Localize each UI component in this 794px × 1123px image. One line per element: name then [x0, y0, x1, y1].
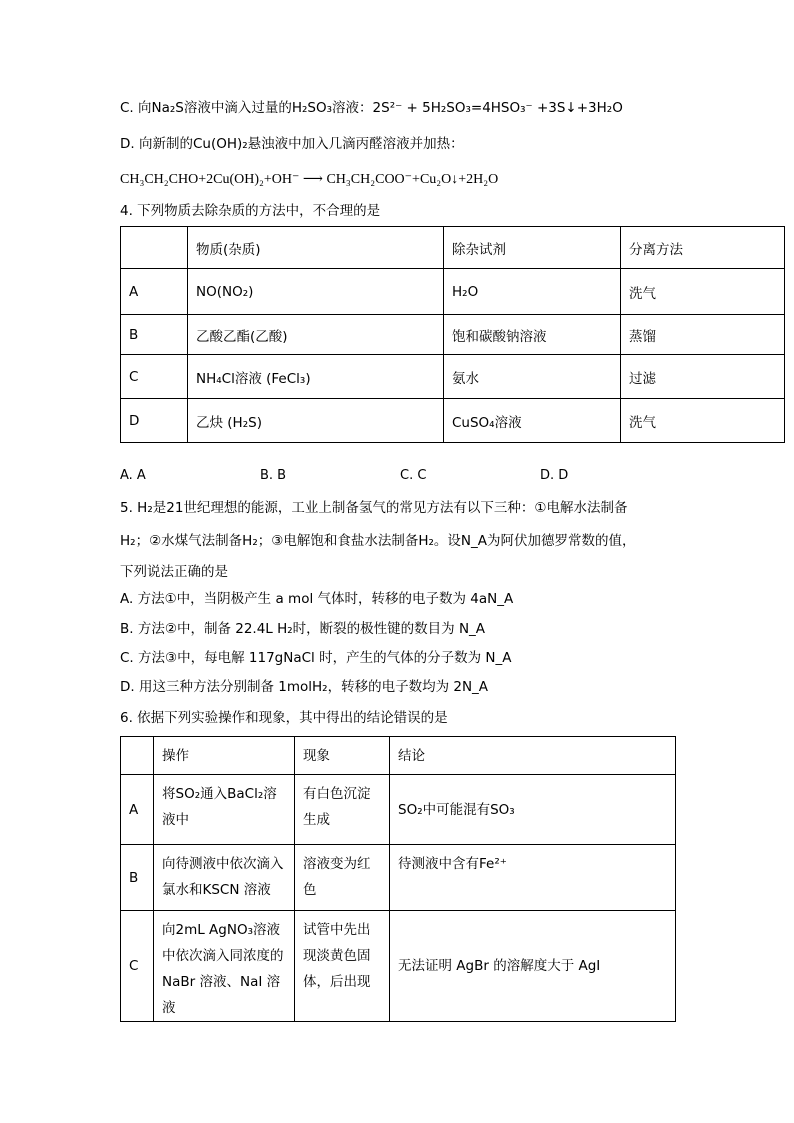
choice-d: D. D: [540, 468, 569, 483]
table-header-row: [121, 737, 676, 775]
table-cell: 洗气: [621, 399, 785, 443]
table-row: [121, 269, 785, 315]
q4-table: [120, 226, 785, 443]
table-cell: 向2mL AgNO₃溶液中依次滴入同浓度的NaBr 溶液、NaI 溶液: [154, 911, 295, 1022]
table-cell: 蒸馏: [621, 315, 785, 355]
table-header-cell: 分离方法: [621, 227, 785, 269]
table-header-cell: 操作: [154, 737, 295, 775]
q3-option-d: D. 向新制的Cu(OH)₂悬浊液中加入几滴丙醛溶液并加热：: [120, 136, 464, 152]
q4-stem: 4. 下列物质去除杂质的方法中，不合理的是: [120, 203, 381, 219]
choice-b: B. B: [260, 468, 287, 483]
table-cell: D: [121, 399, 188, 443]
table-cell: CuSO₄溶液: [444, 399, 621, 443]
table-cell: C: [121, 355, 188, 399]
q4-choices: [120, 468, 680, 483]
q5-stem-line3: 下列说法正确的是: [120, 564, 228, 580]
table-row: [121, 399, 785, 443]
table-cell: 洗气: [621, 269, 785, 315]
table-cell: A: [121, 775, 154, 845]
q5-stem-line2: H₂；②水煤气法制备H₂；③电解饱和食盐水法制备H₂。设N_A为阿伏加德罗常数的值，: [120, 533, 636, 549]
table-cell: 试管中先出现淡黄色固体，后出现: [295, 911, 390, 1022]
table-cell: 溶液变为红色: [295, 845, 390, 911]
table-cell: 有白色沉淀生成: [295, 775, 390, 845]
table-header-row: [121, 227, 785, 269]
q5-option-d: D. 用这三种方法分别制备 1molH₂，转移的电子数均为 2N_A: [120, 679, 489, 695]
table-row: [121, 911, 676, 1022]
q6-table: [120, 736, 676, 1022]
table-cell: B: [121, 315, 188, 355]
table-row: [121, 845, 676, 911]
table-row: [121, 355, 785, 399]
table-header-cell: [121, 737, 154, 775]
table-row: [121, 315, 785, 355]
table-header-cell: 除杂试剂: [444, 227, 621, 269]
table-cell: H₂O: [444, 269, 621, 315]
table-cell: NH₄Cl溶液 (FeCl₃): [188, 355, 444, 399]
table-cell: 饱和碳酸钠溶液: [444, 315, 621, 355]
q5-option-b: B. 方法②中，制备 22.4L H₂时，断裂的极性键的数目为 N_A: [120, 621, 486, 637]
table-row: [121, 775, 676, 845]
q3-option-c: C. 向Na₂S溶液中滴入过量的H₂SO₃溶液：2S²⁻ + 5H₂SO₃=4HSO₃⁻ +3S↓+3H₂O: [120, 100, 623, 116]
table-header-cell: [121, 227, 188, 269]
q5-option-a: A. 方法①中，当阴极产生 a mol 气体时，转移的电子数为 4aN_A: [120, 591, 514, 607]
table-cell: SO₂中可能混有SO₃: [390, 775, 676, 845]
table-cell: 氨水: [444, 355, 621, 399]
table-cell: 过滤: [621, 355, 785, 399]
choice-c: C. C: [400, 468, 427, 483]
table-cell: A: [121, 269, 188, 315]
table-cell: 待测液中含有Fe²⁺: [390, 845, 676, 911]
q5-option-c: C. 方法③中，每电解 117gNaCl 时，产生的气体的分子数为 N_A: [120, 650, 512, 666]
q5-stem-line1: 5. H₂是21世纪理想的能源，工业上制备氢气的常见方法有以下三种：①电解水法制备: [120, 500, 628, 516]
choice-a: A. A: [120, 468, 146, 483]
q6-stem: 6. 依据下列实验操作和现象，其中得出的结论错误的是: [120, 710, 448, 726]
table-header-cell: 现象: [295, 737, 390, 775]
table-cell: C: [121, 911, 154, 1022]
table-cell: NO(NO₂): [188, 269, 444, 315]
table-cell: B: [121, 845, 154, 911]
table-cell: 乙炔 (H₂S): [188, 399, 444, 443]
q3-equation: CH₃CH₂CHO+2Cu(OH)₂+OH⁻ ⟶ CH₃CH₂COO⁻+Cu₂O↓+2H₂O: [120, 172, 499, 187]
table-cell: 将SO₂通入BaCl₂溶液中: [154, 775, 295, 845]
table-cell: 乙酸乙酯(乙酸): [188, 315, 444, 355]
table-cell: 无法证明 AgBr 的溶解度大于 AgI: [390, 911, 676, 1022]
table-header-cell: 物质(杂质): [188, 227, 444, 269]
table-cell: 向待测液中依次滴入氯水和KSCN 溶液: [154, 845, 295, 911]
table-header-cell: 结论: [390, 737, 676, 775]
